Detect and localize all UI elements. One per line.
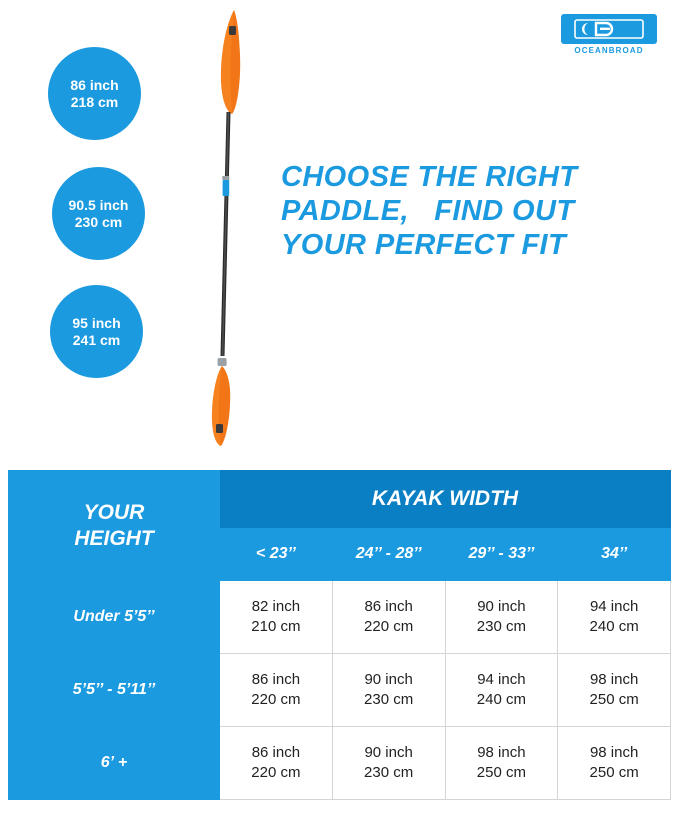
cell-inch: 98 inch: [589, 743, 639, 761]
cell-cm: 230 cm: [476, 618, 526, 635]
kayak-paddle-illustration: [196, 8, 266, 448]
header-your-height: [9, 471, 220, 581]
table-cell: [332, 654, 445, 727]
cell-cm: 230 cm: [364, 764, 414, 781]
table-cell: [332, 727, 445, 800]
table-cell: [220, 727, 333, 800]
cell-inch: 98 inch: [589, 670, 639, 688]
cell-cm: 210 cm: [251, 618, 301, 635]
cell-inch: 98 inch: [477, 743, 526, 761]
paddle-size-table: [8, 470, 671, 800]
table-cell: [558, 654, 671, 727]
headline-line-1: CHOOSE THE RIGHT: [281, 161, 578, 193]
header-width-col-0: < 23’’: [220, 528, 333, 581]
row-height-label: 5’5’’ - 5’11’’: [9, 654, 220, 727]
table-cell: [445, 581, 558, 654]
table-cell: [558, 727, 671, 800]
cell-inch: 90 inch: [477, 597, 526, 615]
table-cell: [332, 581, 445, 654]
table-cell: [445, 654, 558, 727]
length-bubble: [52, 167, 145, 260]
cell-cm: 220 cm: [251, 691, 301, 708]
cell-inch: 94 inch: [477, 670, 526, 688]
brand-name: OCEANBROAD: [574, 46, 644, 55]
headline-line-2: PADDLE, FIND OUT: [281, 195, 575, 228]
oceanbroad-logo-icon: [561, 14, 657, 44]
table-cell: [558, 581, 671, 654]
cell-inch: 90 inch: [364, 670, 413, 688]
header-width-col-3: 34’’: [558, 528, 671, 581]
table-cell: [220, 581, 333, 654]
length-bubble: [48, 47, 141, 140]
length-bubble: [50, 285, 143, 378]
row-height-label: 6’ +: [9, 727, 220, 800]
cell-inch: 86 inch: [251, 670, 301, 688]
length-bubble-cm: 241 cm: [72, 331, 121, 348]
table-row: [9, 654, 671, 727]
cell-inch: 86 inch: [251, 743, 301, 761]
cell-cm: 220 cm: [251, 764, 301, 781]
cell-cm: 240 cm: [589, 618, 639, 635]
table-cell: [220, 654, 333, 727]
cell-inch: 94 inch: [589, 597, 639, 615]
brand-logo: [561, 14, 657, 60]
cell-cm: 250 cm: [476, 764, 526, 781]
cell-cm: 230 cm: [364, 691, 414, 708]
page-title: [281, 160, 641, 263]
length-bubble-inch: 86 inch: [70, 77, 119, 94]
header-kayak-width: KAYAK WIDTH: [220, 471, 671, 528]
cell-cm: 250 cm: [589, 691, 639, 708]
cell-inch: 82 inch: [251, 597, 301, 615]
table-row: [9, 581, 671, 654]
header-your-height-line1: YOUR: [83, 501, 145, 525]
header-width-col-1: 24’’ - 28’’: [332, 528, 445, 581]
length-bubble-cm: 230 cm: [74, 213, 123, 230]
table-cell: [445, 727, 558, 800]
cell-inch: 86 inch: [364, 597, 413, 615]
header-width-col-2: 29’’ - 33’’: [445, 528, 558, 581]
length-bubble-inch: 95 inch: [72, 315, 121, 332]
cell-cm: 250 cm: [589, 764, 639, 781]
row-height-label: Under 5’5’’: [9, 581, 220, 654]
table-header-row: [9, 471, 671, 528]
length-bubble-inch: 90.5 inch: [68, 197, 129, 214]
table-row: [9, 727, 671, 800]
cell-cm: 220 cm: [364, 618, 414, 635]
length-bubble-cm: 218 cm: [70, 93, 119, 110]
cell-inch: 90 inch: [364, 743, 413, 761]
header-your-height-line2: HEIGHT: [74, 526, 154, 550]
headline-line-3: YOUR PERFECT FIT: [281, 229, 567, 262]
cell-cm: 240 cm: [476, 691, 526, 708]
